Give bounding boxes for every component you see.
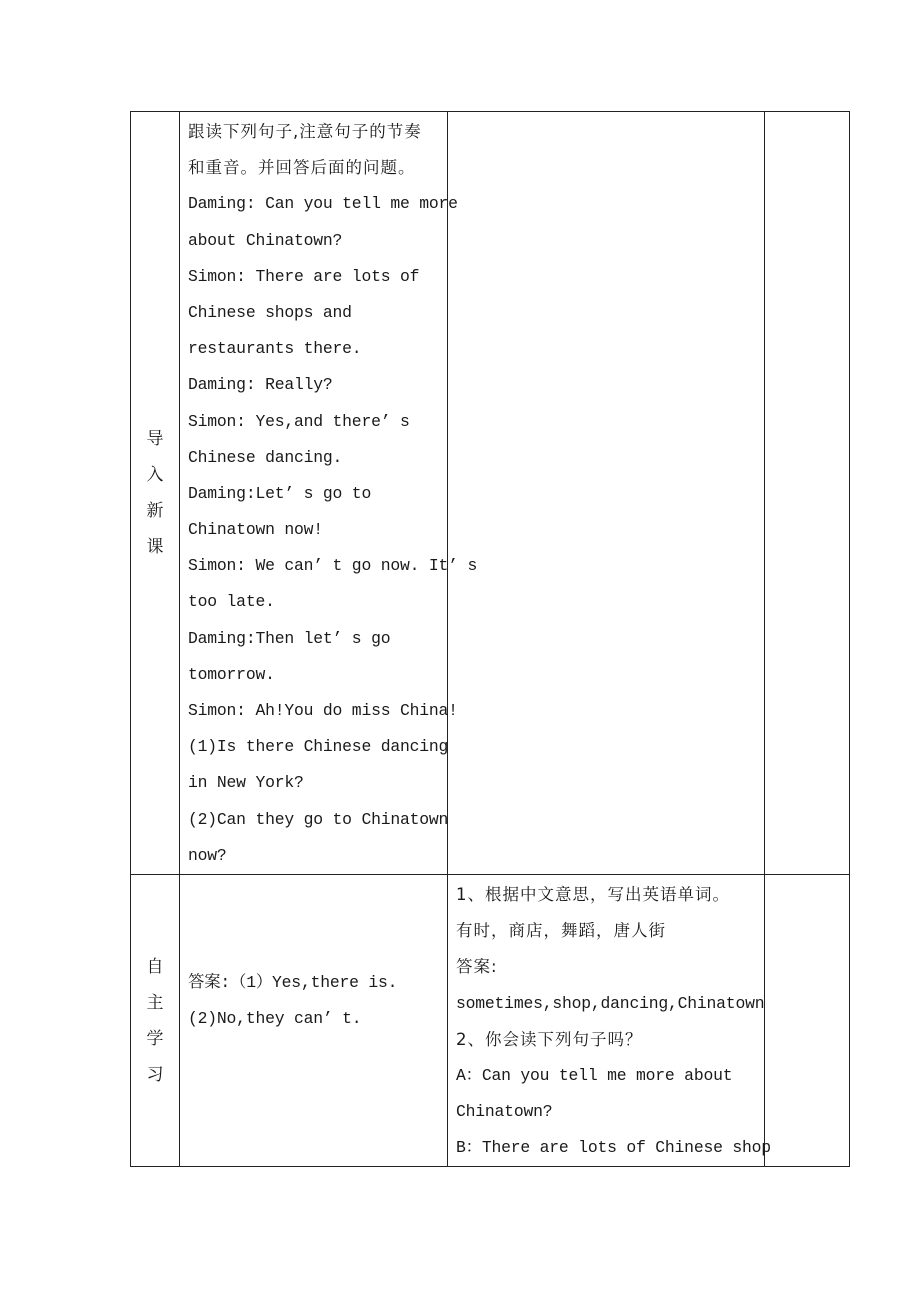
lesson-plan-table xyxy=(130,111,850,1167)
text-line: 有时，商店，舞蹈，唐人街 xyxy=(456,921,666,941)
text-line: 答案:（1）Yes,there is. xyxy=(188,972,398,992)
practice-cell xyxy=(448,874,771,1167)
text-line: A：Can you tell me more about xyxy=(456,1065,733,1085)
text-line: Daming:Then let’ s go xyxy=(188,628,391,648)
table-row-intro xyxy=(131,112,850,875)
section-label-self-study: 自 主 学 习 xyxy=(146,956,164,1085)
notes-cell xyxy=(765,874,850,1167)
text-line: Simon: Yes,and there’ s xyxy=(188,411,410,431)
text-line: 和重音。并回答后面的问题。 xyxy=(188,158,416,178)
text-line: in New York? xyxy=(188,773,304,793)
text-line: Simon: We can’ t go now. It’ s xyxy=(188,556,478,576)
text-line: tomorrow. xyxy=(188,664,275,684)
text-line: sometimes,shop,dancing,Chinatown xyxy=(456,993,765,1013)
answer-text xyxy=(180,965,447,1077)
section-label-cell xyxy=(131,874,180,1167)
text-line: 答案: xyxy=(456,957,498,977)
text-line: now? xyxy=(188,845,227,865)
practice-text xyxy=(448,875,771,1167)
text-line: Daming:Let’ s go to xyxy=(188,483,372,503)
text-line: (1)Is there Chinese dancing xyxy=(188,737,449,757)
text-line: Simon: There are lots of xyxy=(188,266,420,286)
section-label-intro: 导 入 新 课 xyxy=(146,428,164,557)
text-line: 2、你会读下列句子吗？ xyxy=(456,1029,643,1049)
text-line: 跟读下列句子,注意句子的节奏 xyxy=(188,122,422,141)
text-line: Chinese dancing. xyxy=(188,447,343,467)
activity-cell xyxy=(180,112,478,875)
section-label-cell xyxy=(131,112,180,875)
text-line: about Chinatown? xyxy=(188,230,343,250)
text-line: (2)No,they can’ t. xyxy=(188,1008,362,1028)
practice-cell xyxy=(448,112,765,875)
text-line: B：There are lots of Chinese shop xyxy=(456,1138,771,1158)
table-row-self-study xyxy=(131,874,850,1167)
text-line: 1、根据中文意思，写出英语单词。 xyxy=(456,884,730,904)
text-line: Chinatown? xyxy=(456,1102,553,1122)
answer-cell xyxy=(180,874,448,1167)
text-line: (2)Can they go to Chinatown xyxy=(188,809,449,829)
text-line: Daming: Can you tell me more xyxy=(188,194,458,214)
notes-cell xyxy=(765,112,850,875)
text-line: Daming: Really? xyxy=(188,375,333,395)
dialogue-text xyxy=(180,112,478,874)
text-line: Chinese shops and xyxy=(188,302,352,322)
text-line: Simon: Ah!You do miss China! xyxy=(188,701,458,720)
text-line: too late. xyxy=(188,592,275,612)
text-line: restaurants there. xyxy=(188,339,362,359)
text-line: Chinatown now! xyxy=(188,520,323,540)
